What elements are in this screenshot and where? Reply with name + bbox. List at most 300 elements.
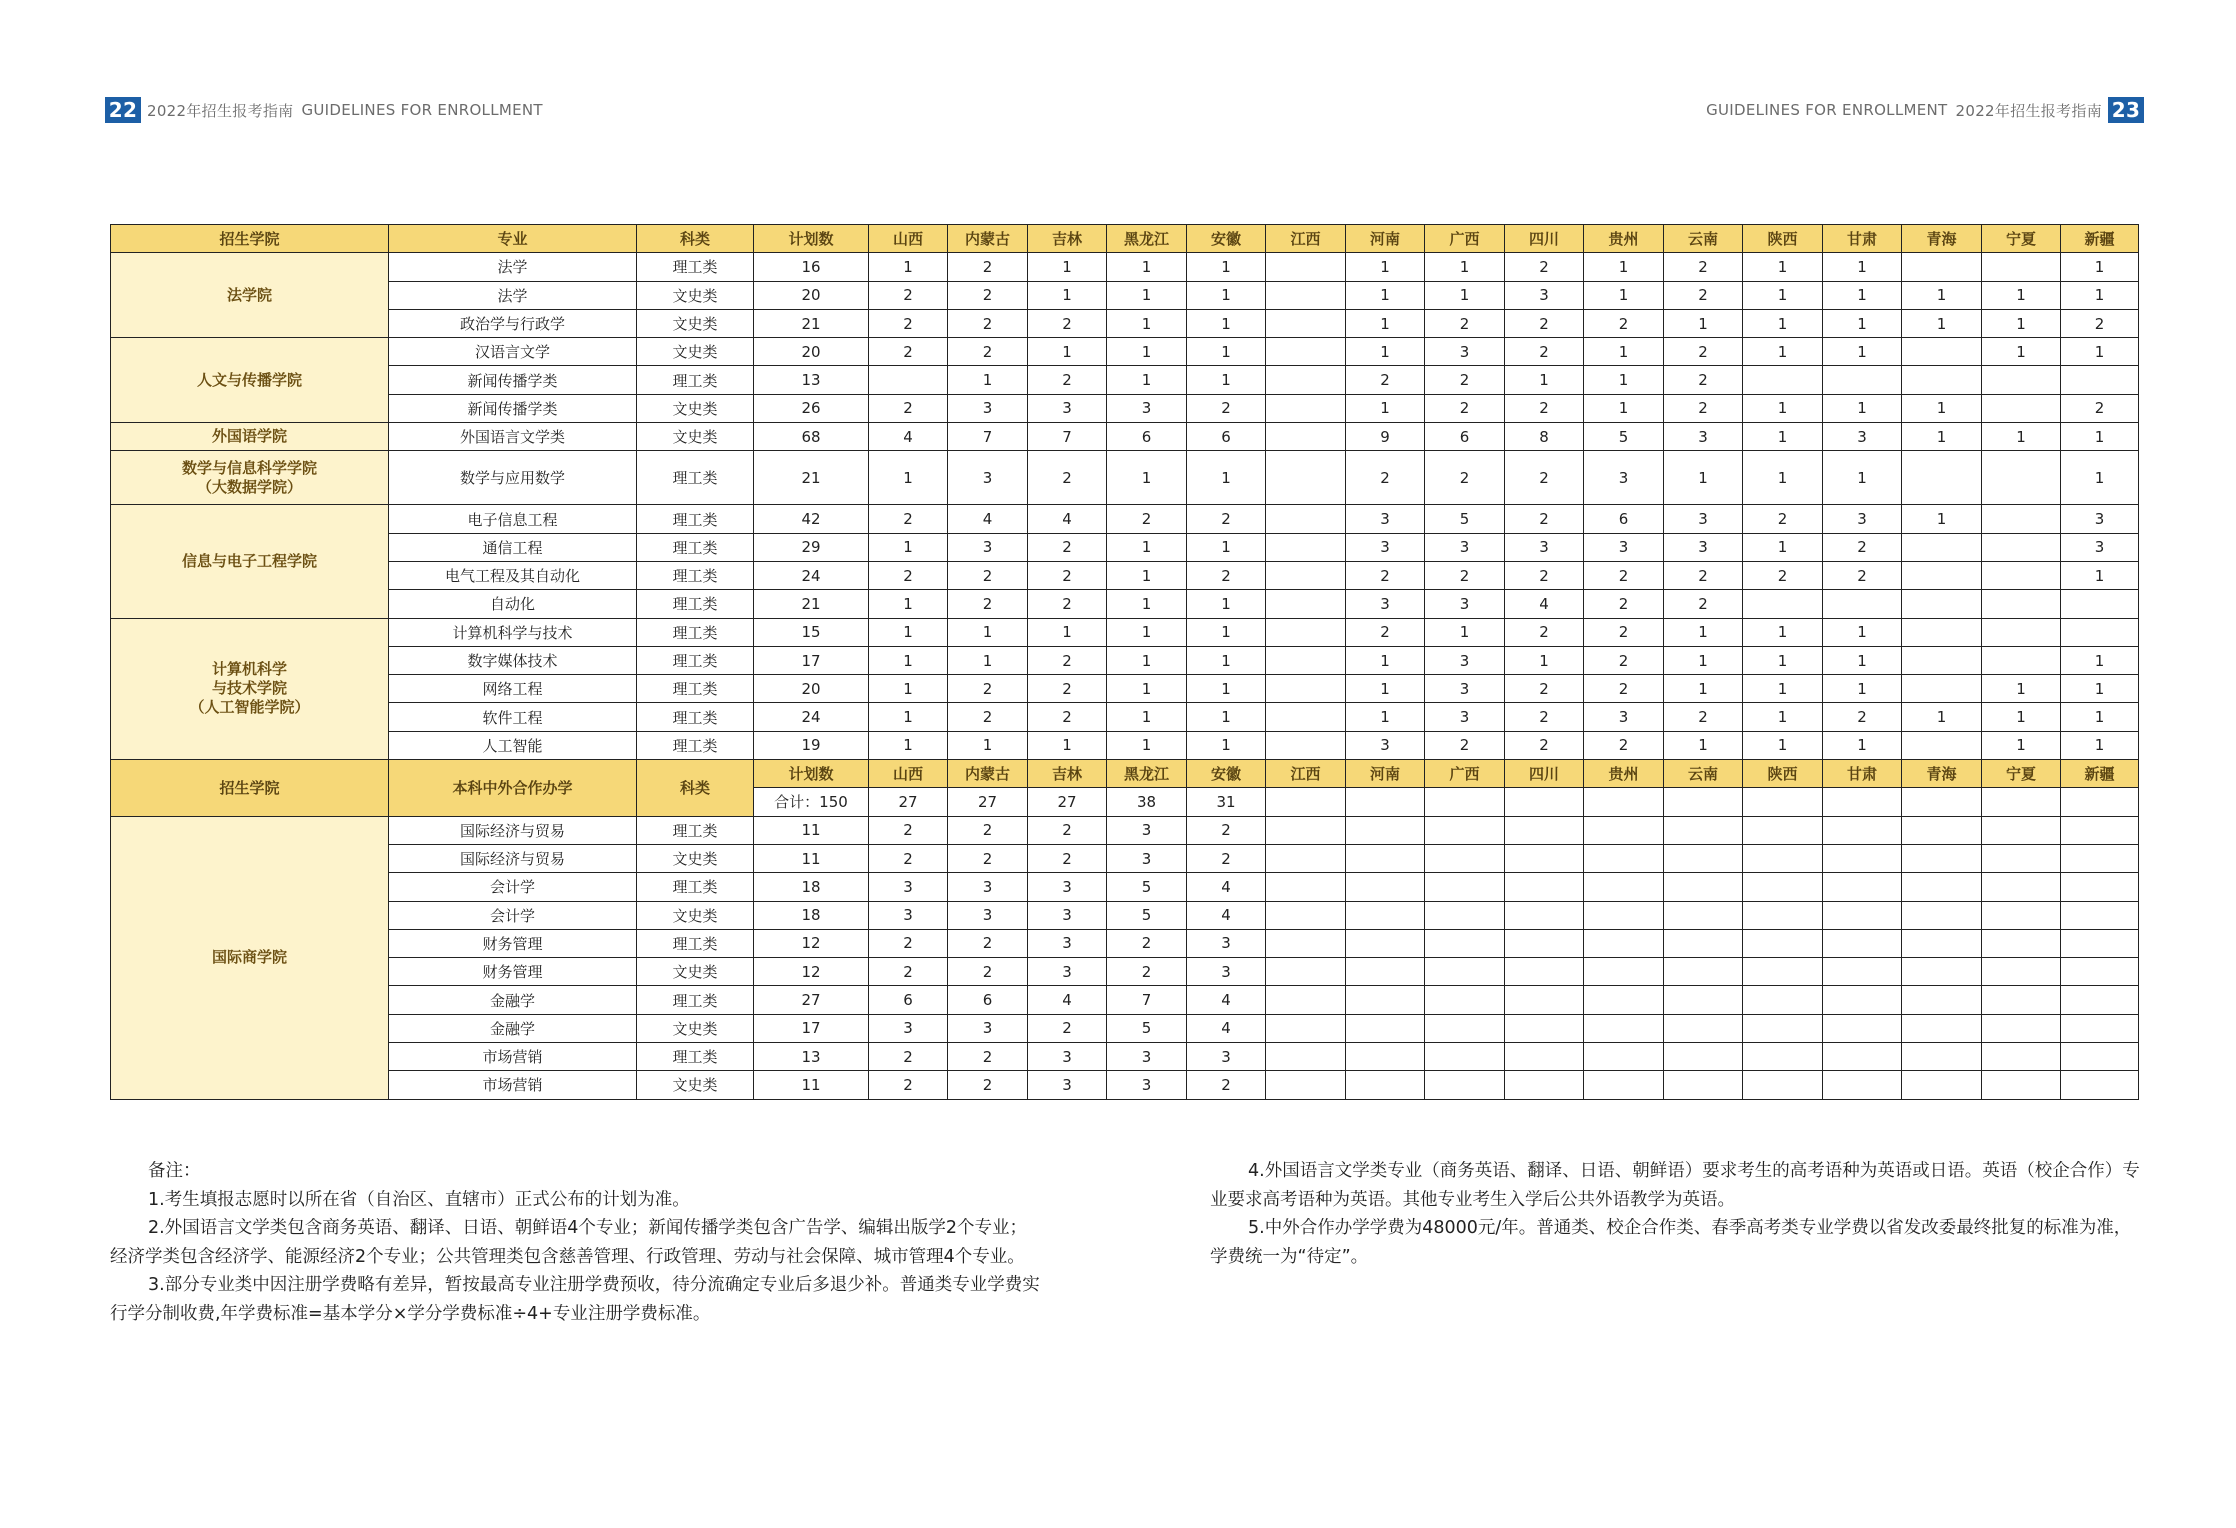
- empty-cell: [1505, 901, 1584, 929]
- province-count-cell: 3: [1107, 394, 1187, 422]
- province-count-cell: 1: [948, 618, 1028, 646]
- type-cell: 文史类: [637, 901, 754, 929]
- enrollment-plan-table: [110, 224, 2139, 1100]
- province-count-cell: 1: [869, 590, 948, 618]
- province-count-cell: 3: [1584, 533, 1664, 561]
- province-count-cell: [1266, 451, 1346, 505]
- empty-cell: [1823, 1071, 1902, 1099]
- province-count-cell: 3: [1028, 394, 1107, 422]
- province-count-cell: 1: [1982, 338, 2061, 366]
- major-cell: 国际经济与贸易: [389, 844, 637, 872]
- province-count-cell: 2: [1107, 929, 1187, 957]
- province-count-cell: 1: [1107, 703, 1187, 731]
- empty-cell: [1664, 1043, 1743, 1071]
- province-count-cell: 6: [1425, 423, 1505, 451]
- province-count-cell: 1: [1584, 281, 1664, 309]
- empty-cell: [1584, 816, 1664, 844]
- province-count-cell: 7: [1028, 423, 1107, 451]
- empty-cell: [1346, 986, 1425, 1014]
- major-cell: 数字媒体技术: [389, 646, 637, 674]
- plan-cell: 18: [754, 873, 869, 901]
- province-count-cell: 1: [1982, 731, 2061, 759]
- province-count-cell: 1: [2061, 703, 2139, 731]
- province-count-cell: 2: [1823, 533, 1902, 561]
- table-row: [111, 590, 2139, 618]
- plan-cell: 11: [754, 816, 869, 844]
- empty-cell: [1425, 958, 1505, 986]
- province-count-cell: 1: [1107, 281, 1187, 309]
- province-count-cell: 1: [1187, 281, 1266, 309]
- empty-cell: [1505, 844, 1584, 872]
- empty-cell: [2061, 788, 2139, 816]
- major-cell: 计算机科学与技术: [389, 618, 637, 646]
- empty-cell: [1584, 844, 1664, 872]
- province-count-cell: 1: [1743, 533, 1823, 561]
- empty-cell: [1823, 844, 1902, 872]
- table-row: [111, 731, 2139, 759]
- province-count-cell: 1: [2061, 253, 2139, 281]
- province-count-cell: 1: [1743, 423, 1823, 451]
- province-count-cell: 1: [1584, 253, 1664, 281]
- major-cell: 财务管理: [389, 958, 637, 986]
- table-row: [111, 901, 2139, 929]
- province-count-cell: 1: [1982, 703, 2061, 731]
- province-count-cell: 2: [1664, 590, 1743, 618]
- type-cell: 文史类: [637, 958, 754, 986]
- province-count-cell: 2: [1028, 646, 1107, 674]
- province-count-cell: 1: [1107, 451, 1187, 505]
- province-count-cell: [1902, 646, 1982, 674]
- province-count-cell: 1: [1107, 561, 1187, 589]
- province-count-cell: 2: [1664, 561, 1743, 589]
- province-count-cell: 1: [1982, 423, 2061, 451]
- province-count-cell: 1: [1187, 646, 1266, 674]
- empty-cell: [1823, 1014, 1902, 1042]
- province-count-cell: 3: [1425, 338, 1505, 366]
- type-cell: 文史类: [637, 338, 754, 366]
- empty-cell: [1425, 929, 1505, 957]
- province-count-cell: 2: [1107, 958, 1187, 986]
- plan-cell: 20: [754, 281, 869, 309]
- province-count-cell: 3: [1425, 703, 1505, 731]
- table-row: [111, 986, 2139, 1014]
- empty-cell: [1505, 986, 1584, 1014]
- college-cell: 国际商学院: [111, 816, 389, 1099]
- empty-cell: [1346, 844, 1425, 872]
- province-count-cell: 2: [1028, 1014, 1107, 1042]
- province-count-cell: 1: [948, 646, 1028, 674]
- province-count-cell: 4: [948, 505, 1028, 533]
- header-province: 甘肃: [1823, 760, 1902, 788]
- province-count-cell: 1: [2061, 561, 2139, 589]
- header-type: 科类: [637, 760, 754, 817]
- empty-cell: [1743, 986, 1823, 1014]
- college-cell: 法学院: [111, 253, 389, 338]
- province-count-cell: [1982, 561, 2061, 589]
- province-count-cell: 1: [1107, 309, 1187, 337]
- empty-cell: [1346, 1071, 1425, 1099]
- empty-cell: [1982, 816, 2061, 844]
- province-count-cell: 4: [1028, 986, 1107, 1014]
- table-row: [111, 505, 2139, 533]
- empty-cell: [1346, 816, 1425, 844]
- empty-cell: [1505, 1071, 1584, 1099]
- province-count-cell: 1: [1187, 253, 1266, 281]
- province-count-cell: 1: [1028, 281, 1107, 309]
- major-cell: 数学与应用数学: [389, 451, 637, 505]
- province-count-cell: [1266, 281, 1346, 309]
- table-row: [111, 561, 2139, 589]
- province-count-cell: 2: [1743, 561, 1823, 589]
- table-row: [111, 844, 2139, 872]
- header-province: 江西: [1266, 760, 1346, 788]
- province-count-cell: 1: [1346, 338, 1425, 366]
- empty-cell: [1584, 986, 1664, 1014]
- province-count-cell: 2: [948, 1071, 1028, 1099]
- province-count-cell: 3: [1028, 901, 1107, 929]
- empty-cell: [1505, 929, 1584, 957]
- empty-cell: [1664, 958, 1743, 986]
- empty-cell: [1266, 873, 1346, 901]
- province-count-cell: 1: [1823, 281, 1902, 309]
- empty-cell: [1743, 788, 1823, 816]
- province-count-cell: 3: [948, 901, 1028, 929]
- plan-cell: 12: [754, 958, 869, 986]
- empty-cell: [1425, 901, 1505, 929]
- province-count-cell: 2: [1505, 309, 1584, 337]
- province-count-cell: 3: [1107, 844, 1187, 872]
- empty-cell: [1902, 1043, 1982, 1071]
- plan-cell: 20: [754, 338, 869, 366]
- province-count-cell: 3: [1425, 533, 1505, 561]
- table-row: [111, 451, 2139, 505]
- table-row: [111, 929, 2139, 957]
- empty-cell: [1743, 1014, 1823, 1042]
- empty-cell: [1823, 873, 1902, 901]
- empty-cell: [1902, 788, 1982, 816]
- plan-cell: 24: [754, 561, 869, 589]
- empty-cell: [2061, 816, 2139, 844]
- province-count-cell: 2: [2061, 394, 2139, 422]
- table-row: [111, 618, 2139, 646]
- empty-cell: [1982, 873, 2061, 901]
- province-count-cell: 2: [948, 703, 1028, 731]
- table-row: [111, 253, 2139, 281]
- empty-cell: [1743, 1043, 1823, 1071]
- province-count-cell: 2: [1425, 309, 1505, 337]
- major-cell: 自动化: [389, 590, 637, 618]
- header-province: 新疆: [2061, 225, 2139, 253]
- province-count-cell: 2: [1664, 394, 1743, 422]
- province-count-cell: [1982, 451, 2061, 505]
- province-count-cell: 1: [1902, 394, 1982, 422]
- empty-cell: [1902, 901, 1982, 929]
- province-count-cell: 1: [1982, 281, 2061, 309]
- empty-cell: [1266, 788, 1346, 816]
- province-count-cell: [1266, 366, 1346, 394]
- empty-cell: [1584, 1071, 1664, 1099]
- province-count-cell: 8: [1505, 423, 1584, 451]
- header-major: 专业: [389, 225, 637, 253]
- table-row: [111, 816, 2139, 844]
- province-count-cell: 6: [948, 986, 1028, 1014]
- province-count-cell: 2: [1505, 505, 1584, 533]
- header-major: 本科中外合作办学: [389, 760, 637, 817]
- province-count-cell: 5: [1584, 423, 1664, 451]
- plan-cell: 27: [754, 986, 869, 1014]
- major-cell: 新闻传播学类: [389, 366, 637, 394]
- empty-cell: [1346, 873, 1425, 901]
- province-count-cell: 2: [1664, 703, 1743, 731]
- empty-cell: [2061, 1014, 2139, 1042]
- province-count-cell: 1: [869, 731, 948, 759]
- province-count-cell: 1: [869, 533, 948, 561]
- empty-cell: [1425, 816, 1505, 844]
- major-cell: 通信工程: [389, 533, 637, 561]
- empty-cell: [1346, 1043, 1425, 1071]
- province-count-cell: 2: [1028, 590, 1107, 618]
- province-count-cell: 6: [1107, 423, 1187, 451]
- province-count-cell: 5: [1107, 1014, 1187, 1042]
- province-count-cell: 2: [948, 816, 1028, 844]
- province-count-cell: 2: [1107, 505, 1187, 533]
- province-count-cell: 1: [1743, 394, 1823, 422]
- plan-cell: 11: [754, 844, 869, 872]
- province-count-cell: 1: [2061, 731, 2139, 759]
- college-cell: 外国语学院: [111, 423, 389, 451]
- plan-cell: 29: [754, 533, 869, 561]
- province-count-cell: 1: [1584, 394, 1664, 422]
- province-count-cell: 2: [1028, 366, 1107, 394]
- province-count-cell: [869, 366, 948, 394]
- province-count-cell: 1: [1584, 366, 1664, 394]
- table-row: [111, 703, 2139, 731]
- province-count-cell: 1: [869, 618, 948, 646]
- province-count-cell: 2: [869, 816, 948, 844]
- province-count-cell: 3: [1028, 958, 1107, 986]
- province-count-cell: [1902, 618, 1982, 646]
- header-province: 宁夏: [1982, 225, 2061, 253]
- empty-cell: [1664, 873, 1743, 901]
- province-count-cell: 2: [1187, 844, 1266, 872]
- major-cell: 法学: [389, 281, 637, 309]
- province-count-cell: 7: [1107, 986, 1187, 1014]
- province-count-cell: 3: [1664, 533, 1743, 561]
- province-count-cell: 3: [1584, 703, 1664, 731]
- type-cell: 理工类: [637, 451, 754, 505]
- empty-cell: [1982, 1043, 2061, 1071]
- plan-cell: 13: [754, 366, 869, 394]
- major-cell: 会计学: [389, 901, 637, 929]
- header-college: 招生学院: [111, 225, 389, 253]
- province-count-cell: 1: [1664, 309, 1743, 337]
- province-count-cell: 3: [2061, 533, 2139, 561]
- major-cell: 市场营销: [389, 1043, 637, 1071]
- province-count-cell: 1: [2061, 451, 2139, 505]
- plan-cell: 21: [754, 590, 869, 618]
- empty-cell: [1266, 986, 1346, 1014]
- type-cell: 理工类: [637, 1043, 754, 1071]
- province-count-cell: 1: [1187, 731, 1266, 759]
- header-province: 内蒙古: [948, 760, 1028, 788]
- empty-cell: [2061, 873, 2139, 901]
- empty-cell: [1902, 986, 1982, 1014]
- province-count-cell: 2: [1505, 451, 1584, 505]
- province-count-cell: 1: [1902, 703, 1982, 731]
- province-count-cell: 3: [1346, 590, 1425, 618]
- province-count-cell: 2: [1187, 394, 1266, 422]
- province-count-cell: 1: [1028, 731, 1107, 759]
- province-count-cell: 1: [1346, 253, 1425, 281]
- province-count-cell: [1266, 731, 1346, 759]
- header-type: 科类: [637, 225, 754, 253]
- type-cell: 理工类: [637, 561, 754, 589]
- province-count-cell: 1: [948, 731, 1028, 759]
- empty-cell: [1982, 1014, 2061, 1042]
- plan-cell: 12: [754, 929, 869, 957]
- empty-cell: [2061, 1071, 2139, 1099]
- province-count-cell: 2: [1584, 731, 1664, 759]
- major-cell: 金融学: [389, 986, 637, 1014]
- empty-cell: [1823, 958, 1902, 986]
- header-province: 内蒙古: [948, 225, 1028, 253]
- province-count-cell: 3: [869, 1014, 948, 1042]
- empty-cell: [1505, 788, 1584, 816]
- province-count-cell: 1: [1823, 338, 1902, 366]
- province-count-cell: 1: [1107, 253, 1187, 281]
- type-cell: 文史类: [637, 309, 754, 337]
- province-count-cell: 2: [1505, 394, 1584, 422]
- province-count-cell: 3: [869, 901, 948, 929]
- type-cell: 文史类: [637, 394, 754, 422]
- empty-cell: [1823, 816, 1902, 844]
- province-count-cell: 2: [948, 844, 1028, 872]
- notes-left: [110, 1157, 1040, 1328]
- major-cell: 政治学与行政学: [389, 309, 637, 337]
- province-count-cell: 1: [1743, 731, 1823, 759]
- province-count-cell: 1: [1743, 253, 1823, 281]
- type-cell: 理工类: [637, 873, 754, 901]
- empty-cell: [1823, 929, 1902, 957]
- province-count-cell: 1: [1187, 675, 1266, 703]
- province-count-cell: 1: [1107, 618, 1187, 646]
- header-province: 甘肃: [1823, 225, 1902, 253]
- province-count-cell: 1: [1743, 646, 1823, 674]
- province-count-cell: 2: [869, 1043, 948, 1071]
- province-count-cell: 1: [1187, 309, 1266, 337]
- empty-cell: [1425, 1071, 1505, 1099]
- province-count-cell: [1266, 505, 1346, 533]
- header-plan: 计划数: [754, 225, 869, 253]
- province-count-cell: 1: [1982, 309, 2061, 337]
- province-count-cell: 2: [1425, 561, 1505, 589]
- province-count-cell: 2: [869, 505, 948, 533]
- empty-cell: [1425, 788, 1505, 816]
- empty-cell: [2061, 1043, 2139, 1071]
- province-count-cell: 2: [1664, 338, 1743, 366]
- empty-cell: [1346, 1014, 1425, 1042]
- province-count-cell: [1823, 590, 1902, 618]
- empty-cell: [1346, 958, 1425, 986]
- note-1: 1.考生填报志愿时以所在省（自治区、直辖市）正式公布的计划为准。: [148, 1189, 690, 1210]
- province-count-cell: 2: [1664, 253, 1743, 281]
- province-count-cell: [1902, 561, 1982, 589]
- header-province: 贵州: [1584, 760, 1664, 788]
- province-count-cell: 1: [1823, 675, 1902, 703]
- empty-cell: [1982, 901, 2061, 929]
- province-count-cell: 1: [1505, 366, 1584, 394]
- table-header-row: [111, 225, 2139, 253]
- province-count-cell: 1: [1823, 451, 1902, 505]
- province-count-cell: 1: [1425, 281, 1505, 309]
- province-count-cell: [1982, 618, 2061, 646]
- empty-cell: [1982, 844, 2061, 872]
- province-count-cell: [1743, 366, 1823, 394]
- province-count-cell: 1: [1187, 533, 1266, 561]
- province-count-cell: 2: [869, 394, 948, 422]
- province-count-cell: 2: [869, 561, 948, 589]
- empty-cell: [1664, 816, 1743, 844]
- major-cell: 国际经济与贸易: [389, 816, 637, 844]
- province-count-cell: [1266, 533, 1346, 561]
- type-cell: 文史类: [637, 1071, 754, 1099]
- type-cell: 理工类: [637, 590, 754, 618]
- major-cell: 人工智能: [389, 731, 637, 759]
- province-count-cell: 1: [1743, 451, 1823, 505]
- header-province: 河南: [1346, 225, 1425, 253]
- province-count-cell: 2: [1425, 394, 1505, 422]
- empty-cell: [2061, 929, 2139, 957]
- empty-cell: [1425, 1043, 1505, 1071]
- province-count-cell: [1266, 590, 1346, 618]
- province-count-cell: 1: [1743, 618, 1823, 646]
- empty-cell: [1743, 901, 1823, 929]
- province-count-cell: 1: [1982, 675, 2061, 703]
- province-count-cell: 2: [1584, 309, 1664, 337]
- empty-cell: [1743, 929, 1823, 957]
- province-count-cell: 3: [1664, 505, 1743, 533]
- province-count-cell: 1: [1823, 646, 1902, 674]
- province-count-cell: 1: [1107, 366, 1187, 394]
- header-province: 陕西: [1743, 225, 1823, 253]
- empty-cell: [1584, 929, 1664, 957]
- type-cell: 理工类: [637, 533, 754, 561]
- header-province: 新疆: [2061, 760, 2139, 788]
- province-count-cell: 1: [1107, 675, 1187, 703]
- major-cell: 汉语言文学: [389, 338, 637, 366]
- province-count-cell: [1266, 618, 1346, 646]
- empty-cell: [1505, 816, 1584, 844]
- empty-cell: [2061, 901, 2139, 929]
- province-count-cell: 2: [1505, 618, 1584, 646]
- province-count-cell: 1: [1823, 618, 1902, 646]
- empty-cell: [1823, 788, 1902, 816]
- total-plan-cell: 合计：150: [754, 788, 869, 816]
- type-cell: 理工类: [637, 986, 754, 1014]
- province-count-cell: 1: [1664, 731, 1743, 759]
- page-number-left: 22: [105, 97, 141, 123]
- plan-cell: 20: [754, 675, 869, 703]
- province-count-cell: 9: [1346, 423, 1425, 451]
- province-count-cell: 2: [948, 590, 1028, 618]
- empty-cell: [1584, 873, 1664, 901]
- empty-cell: [2061, 844, 2139, 872]
- college-cell: 信息与电子工程学院: [111, 505, 389, 618]
- province-count-cell: [1902, 675, 1982, 703]
- province-count-cell: 3: [1028, 1043, 1107, 1071]
- empty-cell: [1902, 1071, 1982, 1099]
- province-count-cell: 1: [2061, 675, 2139, 703]
